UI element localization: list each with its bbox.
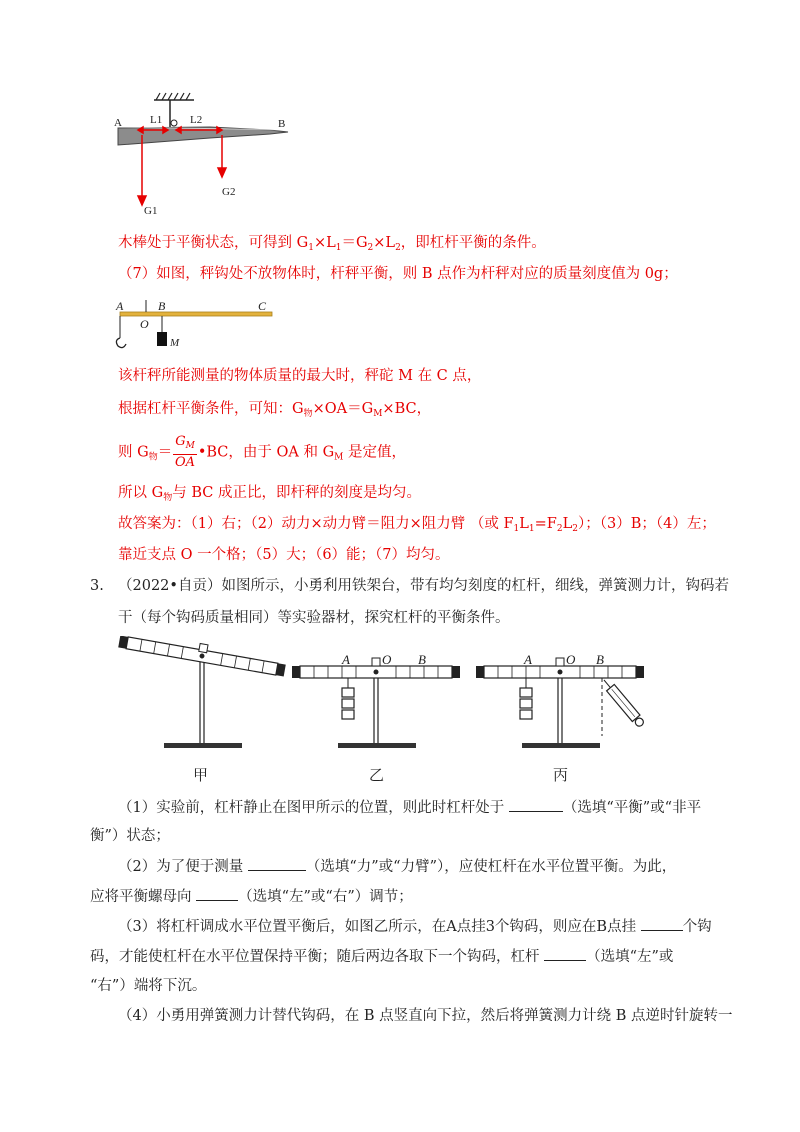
steelyard-a-label: A <box>116 299 124 313</box>
solution-line-6: 所以 $G_物$与 BC 成正比，即杆秤的刻度是均匀。 <box>118 485 421 503</box>
bing-o-label: O <box>566 652 576 667</box>
caption-jia: 甲 <box>193 766 209 784</box>
answer-blank[interactable] <box>196 886 238 901</box>
answer-blank[interactable] <box>641 916 683 931</box>
solution-line-3: 该杆秤所能测量的物体质量的最大时，秤砣 M 在 C 点， <box>118 368 482 384</box>
subquestion-3-line-1: （3）将杠杆调成水平位置平衡后，如图乙所示，在A点挂3个钩码，则应在B点挂 个钩 <box>118 916 712 937</box>
caption-bing: 丙 <box>553 766 569 784</box>
l1-label: L1 <box>150 114 163 126</box>
answer-blank[interactable] <box>248 856 306 871</box>
subquestion-2-line-2: 应将平衡螺母向 （选填“左”或“右”）调节； <box>90 886 413 907</box>
solution-line-2: （7）如图，秤钩处不放物体时，杆秤平衡，则 B 点作为杆秤对应的质量刻度值为 0g； <box>118 266 678 282</box>
point-b-label: B <box>278 118 286 130</box>
steelyard-o-label: O <box>140 317 149 331</box>
solution-line-1: 木棒处于平衡状态，可得到 $G_1\times L_1=G_2\times L_2$，即杠杆平衡的条件。 <box>118 235 546 253</box>
answer-blank[interactable] <box>509 797 563 812</box>
yi-a-label: A <box>342 652 350 667</box>
solution-line-5: 则 $G_物=$ $\frac{G_M}{OA}$ •BC，由于 OA 和 $G_M$ 是定值， <box>118 434 406 470</box>
lever-stands-figure <box>112 636 672 756</box>
g2-label: G2 <box>222 186 236 198</box>
rod-lever-figure <box>110 90 300 220</box>
fraction: $\frac{G_M}{OA}$ <box>175 434 196 470</box>
subquestion-2-line-1: （2）为了便于测量 （选填“力”或“力臂”），应使杠杆在水平位置平衡。为此， <box>118 856 676 877</box>
question-stem-1: （2022•自贡）如图所示，小勇利用铁架台，带有均匀刻度的杠杆，细线，弹簧测力计，钩码若 <box>118 578 729 594</box>
answer-line-1: 故答案为：（1）右；（2）动力×动力臂＝阻力×阻力臂 （或 $F_1L_1=F_2L_2$）；（3）B；（4）左； <box>118 516 716 534</box>
steelyard-figure <box>110 296 280 356</box>
yi-b-label: B <box>418 652 426 667</box>
l2-label: L2 <box>190 114 203 126</box>
g1-label: G1 <box>144 205 158 217</box>
point-a-label: A <box>114 117 122 129</box>
subquestion-1-line-1: （1）实验前，杠杆静止在图甲所示的位置，则此时杠杆处于 （选填“平衡”或“非平 <box>118 797 701 818</box>
question-number: 3. <box>90 578 104 594</box>
subquestion-3-line-3: “右”）端将下沉。 <box>90 978 207 994</box>
question-stem-2: 干（每个钩码质量相同）等实验器材，探究杠杆的平衡条件。 <box>118 610 510 626</box>
bing-a-label: A <box>524 652 532 667</box>
stand-yi <box>292 652 460 748</box>
steelyard-b-label: B <box>158 299 166 313</box>
subquestion-3-line-2: 码，才能使杠杆在水平位置保持平衡；随后两边各取下一个钩码，杠杆 （选填“左”或 <box>90 946 673 967</box>
steelyard-m-label: M <box>170 337 180 349</box>
solution-line-4: 根据杠杆平衡条件，可知：$G_物\times OA=G_M\times BC$， <box>118 401 432 419</box>
yi-o-label: O <box>382 652 392 667</box>
steelyard-c-label: C <box>258 299 267 313</box>
stand-jia <box>118 636 287 748</box>
caption-yi: 乙 <box>369 766 385 784</box>
bing-b-label: B <box>596 652 604 667</box>
subquestion-1-line-2: 衡”）状态； <box>90 828 170 844</box>
subquestion-4-line-1: （4）小勇用弹簧测力计替代钩码，在 B 点竖直向下拉，然后将弹簧测力计绕 B 点逆时针旋转一 <box>118 1008 733 1024</box>
stand-bing <box>476 652 646 748</box>
answer-blank[interactable] <box>544 946 586 961</box>
answer-line-2: 靠近支点 O 一个格；（5）大；（6）能；（7）均匀。 <box>118 547 450 563</box>
